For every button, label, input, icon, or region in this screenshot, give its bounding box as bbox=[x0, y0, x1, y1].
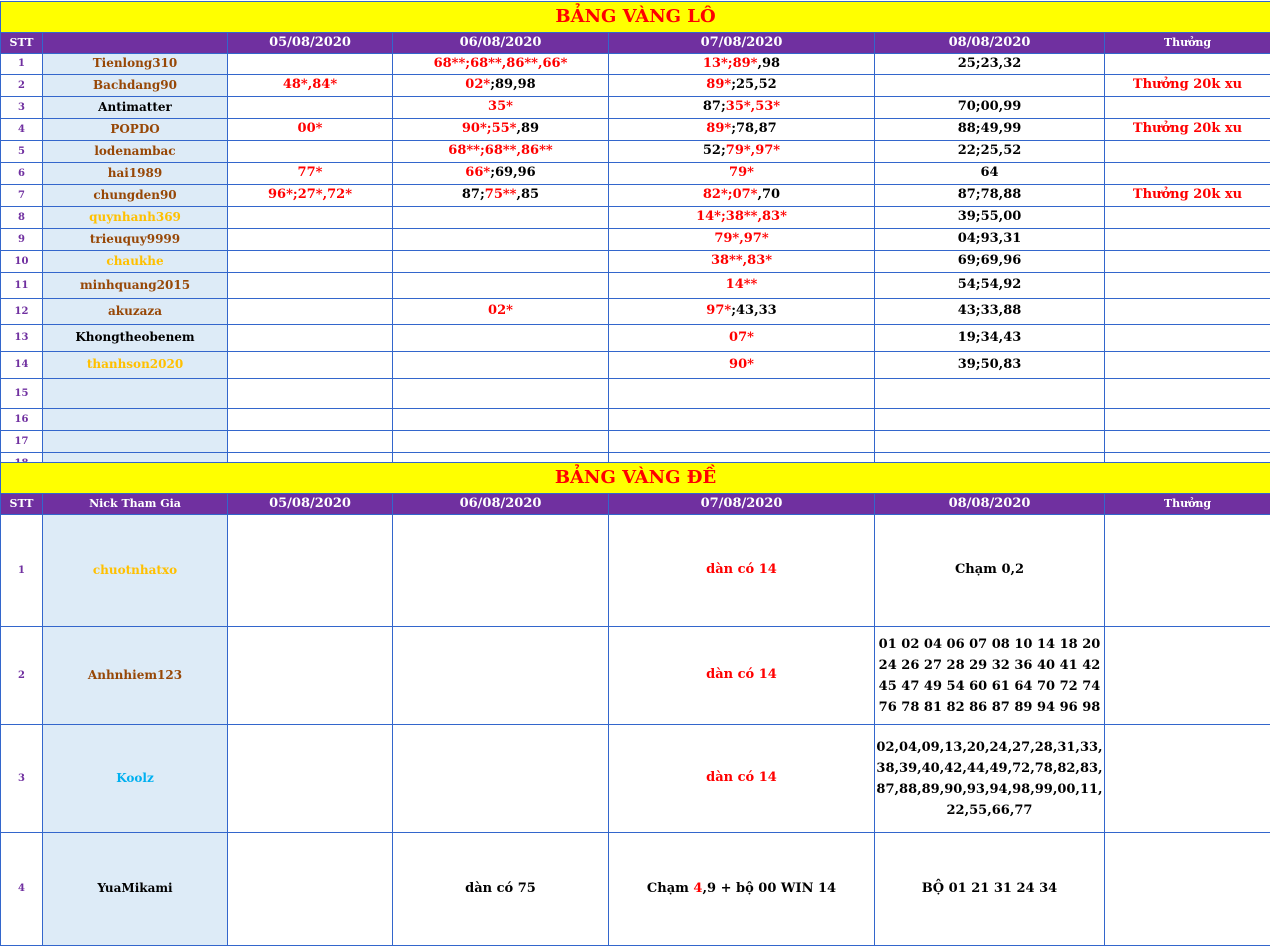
row-cell-day-1 bbox=[228, 207, 393, 229]
row-cell-day-3 bbox=[609, 141, 875, 163]
row-reward bbox=[1105, 725, 1270, 833]
row-cell-day-1 bbox=[228, 833, 393, 946]
cell-text: 07* bbox=[729, 330, 754, 345]
cell-text: 38,39,40,42,44,49,72,78,82,83, bbox=[876, 761, 1102, 776]
lo-row bbox=[1, 379, 1270, 409]
row-reward bbox=[1105, 352, 1270, 379]
row-reward bbox=[1105, 379, 1270, 409]
row-nick: thanhson2020 bbox=[43, 352, 228, 379]
cell-text: 64 bbox=[980, 165, 998, 180]
row-cell-day-2 bbox=[393, 229, 609, 251]
cell-text: 87; bbox=[462, 187, 485, 202]
lo-row bbox=[1, 54, 1270, 75]
cell-text: 75** bbox=[485, 187, 517, 202]
row-reward bbox=[1105, 409, 1270, 431]
row-cell-day-4 bbox=[875, 725, 1105, 833]
row-cell-day-4 bbox=[875, 97, 1105, 119]
row-cell-day-1 bbox=[228, 54, 393, 75]
cell-text: 90* bbox=[729, 357, 754, 372]
row-cell-day-4 bbox=[875, 75, 1105, 97]
row-cell-day-1 bbox=[228, 141, 393, 163]
row-cell-day-3 bbox=[609, 229, 875, 251]
header-date-0508: 05/08/2020 bbox=[228, 494, 393, 515]
cell-text: 25;23,32 bbox=[958, 56, 1022, 71]
cell-text: 88;49,99 bbox=[958, 121, 1022, 136]
row-cell-day-2 bbox=[393, 97, 609, 119]
row-cell-day-3 bbox=[609, 515, 875, 627]
cell-text: BỘ 01 21 31 24 34 bbox=[922, 881, 1057, 896]
row-reward bbox=[1105, 325, 1270, 352]
cell-text: 96*;27*,72* bbox=[268, 187, 352, 202]
cell-text: ;89,98 bbox=[490, 77, 536, 92]
row-stt: 10 bbox=[1, 251, 43, 273]
cell-text: 14** bbox=[726, 277, 758, 292]
row-cell-day-4 bbox=[875, 325, 1105, 352]
lo-row bbox=[1, 325, 1270, 352]
row-cell-day-2 bbox=[393, 515, 609, 627]
cell-text: ,98 bbox=[757, 56, 780, 71]
row-nick: chaukhe bbox=[43, 251, 228, 273]
row-cell-day-3 bbox=[609, 97, 875, 119]
row-cell-day-2 bbox=[393, 163, 609, 185]
row-reward: Thưởng 20k xu bbox=[1105, 119, 1270, 141]
row-reward bbox=[1105, 163, 1270, 185]
de-row bbox=[1, 833, 1270, 946]
lo-row bbox=[1, 352, 1270, 379]
header-date-0508: 05/08/2020 bbox=[228, 33, 393, 54]
row-cell-day-1 bbox=[228, 163, 393, 185]
cell-text: 38**,83* bbox=[711, 253, 772, 268]
row-cell-day-3 bbox=[609, 163, 875, 185]
header-nick bbox=[43, 33, 228, 54]
row-cell-day-4 bbox=[875, 515, 1105, 627]
row-cell-day-1 bbox=[228, 409, 393, 431]
cell-text: 13*;89* bbox=[703, 56, 758, 71]
row-cell-day-1 bbox=[228, 379, 393, 409]
row-reward bbox=[1105, 299, 1270, 325]
cell-text: 45 47 49 54 60 61 64 70 72 74 bbox=[879, 679, 1101, 694]
row-cell-day-3 bbox=[609, 185, 875, 207]
cell-text: 82*;07* bbox=[703, 187, 758, 202]
lo-row bbox=[1, 207, 1270, 229]
header-date-0708: 07/08/2020 bbox=[609, 494, 875, 515]
row-nick: Anhnhiem123 bbox=[43, 627, 228, 725]
de-row bbox=[1, 515, 1270, 627]
cell-text: 22,55,66,77 bbox=[947, 803, 1033, 818]
header-nick: Nick Tham Gia bbox=[43, 494, 228, 515]
header-date-0808: 08/08/2020 bbox=[875, 494, 1105, 515]
row-cell-day-4 bbox=[875, 207, 1105, 229]
row-reward bbox=[1105, 97, 1270, 119]
row-reward: Thưởng 20k xu bbox=[1105, 75, 1270, 97]
row-cell-day-2 bbox=[393, 75, 609, 97]
header-reward: Thưởng bbox=[1105, 494, 1270, 515]
row-cell-day-4 bbox=[875, 119, 1105, 141]
cell-text: 43;33,88 bbox=[958, 303, 1022, 318]
row-stt: 4 bbox=[1, 833, 43, 946]
row-nick: hai1989 bbox=[43, 163, 228, 185]
row-cell-day-1 bbox=[228, 352, 393, 379]
row-cell-day-1 bbox=[228, 515, 393, 627]
header-stt: STT bbox=[1, 33, 43, 54]
lo-row bbox=[1, 229, 1270, 251]
row-stt: 13 bbox=[1, 325, 43, 352]
row-cell-day-4 bbox=[875, 431, 1105, 453]
row-reward bbox=[1105, 627, 1270, 725]
header-date-0708: 07/08/2020 bbox=[609, 33, 875, 54]
de-board-title: BẢNG VÀNG ĐỀ bbox=[1, 463, 1270, 494]
cell-text: 66* bbox=[465, 165, 490, 180]
row-cell-day-4 bbox=[875, 229, 1105, 251]
cell-text: 54;54,92 bbox=[958, 277, 1022, 292]
row-cell-day-4 bbox=[875, 379, 1105, 409]
lo-row bbox=[1, 163, 1270, 185]
row-stt: 2 bbox=[1, 75, 43, 97]
row-cell-day-1 bbox=[228, 119, 393, 141]
row-cell-day-3 bbox=[609, 627, 875, 725]
row-cell-day-1 bbox=[228, 325, 393, 352]
lo-row bbox=[1, 119, 1270, 141]
cell-text: ;25,52 bbox=[731, 77, 777, 92]
cell-text: ;43,33 bbox=[731, 303, 777, 318]
row-reward bbox=[1105, 207, 1270, 229]
cell-text: ,9 + bộ 00 WIN 14 bbox=[702, 881, 836, 896]
row-stt: 16 bbox=[1, 409, 43, 431]
row-nick: akuzaza bbox=[43, 299, 228, 325]
row-cell-day-4 bbox=[875, 409, 1105, 431]
row-cell-day-2 bbox=[393, 431, 609, 453]
cell-text: 02,04,09,13,20,24,27,28,31,33, bbox=[876, 740, 1102, 755]
row-cell-day-1 bbox=[228, 185, 393, 207]
header-reward: Thưởng bbox=[1105, 33, 1270, 54]
row-nick: chungden90 bbox=[43, 185, 228, 207]
cell-text: ,70 bbox=[757, 187, 780, 202]
row-cell-day-3 bbox=[609, 431, 875, 453]
lo-row bbox=[1, 97, 1270, 119]
row-cell-day-3 bbox=[609, 273, 875, 299]
row-cell-day-1 bbox=[228, 229, 393, 251]
row-cell-day-2 bbox=[393, 141, 609, 163]
row-cell-day-1 bbox=[228, 725, 393, 833]
cell-text: 24 26 27 28 29 32 36 40 41 42 bbox=[879, 658, 1101, 673]
row-nick bbox=[43, 431, 228, 453]
cell-text: 01 02 04 06 07 08 10 14 18 20 bbox=[879, 637, 1101, 652]
cell-text: 14*;38**,83* bbox=[696, 209, 787, 224]
row-stt: 2 bbox=[1, 627, 43, 725]
row-cell-day-3 bbox=[609, 119, 875, 141]
row-cell-day-1 bbox=[228, 251, 393, 273]
row-cell-day-3 bbox=[609, 207, 875, 229]
row-cell-day-4 bbox=[875, 163, 1105, 185]
cell-text: 79*,97* bbox=[726, 143, 780, 158]
lo-row bbox=[1, 75, 1270, 97]
cell-text: Chạm 0,2 bbox=[955, 562, 1024, 577]
cell-text: 87; bbox=[703, 99, 726, 114]
cell-text: 02* bbox=[488, 303, 513, 318]
lo-header-row bbox=[1, 33, 1270, 54]
cell-text: 22;25,52 bbox=[958, 143, 1022, 158]
row-reward bbox=[1105, 229, 1270, 251]
row-reward bbox=[1105, 251, 1270, 273]
row-cell-day-2 bbox=[393, 833, 609, 946]
cell-text: 35*,53* bbox=[726, 99, 780, 114]
row-cell-day-2 bbox=[393, 352, 609, 379]
row-stt: 17 bbox=[1, 431, 43, 453]
cell-text: 68**;68**,86**,66* bbox=[434, 56, 568, 71]
row-stt: 5 bbox=[1, 141, 43, 163]
cell-text: 97* bbox=[706, 303, 731, 318]
row-cell-day-4 bbox=[875, 141, 1105, 163]
de-header-row bbox=[1, 494, 1270, 515]
row-cell-day-2 bbox=[393, 409, 609, 431]
cell-text: 89* bbox=[706, 121, 731, 136]
row-cell-day-1 bbox=[228, 431, 393, 453]
row-cell-day-3 bbox=[609, 299, 875, 325]
row-nick: Koolz bbox=[43, 725, 228, 833]
row-cell-day-3 bbox=[609, 54, 875, 75]
row-cell-day-3 bbox=[609, 379, 875, 409]
cell-text: 77* bbox=[298, 165, 323, 180]
row-cell-day-4 bbox=[875, 627, 1105, 725]
row-reward bbox=[1105, 515, 1270, 627]
row-cell-day-1 bbox=[228, 299, 393, 325]
cell-text: 39;50,83 bbox=[958, 357, 1022, 372]
cell-text: dàn có 75 bbox=[465, 881, 536, 896]
row-cell-day-2 bbox=[393, 299, 609, 325]
row-stt: 6 bbox=[1, 163, 43, 185]
lo-row bbox=[1, 273, 1270, 299]
row-cell-day-2 bbox=[393, 207, 609, 229]
de-board-table bbox=[0, 462, 1270, 946]
row-cell-day-2 bbox=[393, 119, 609, 141]
header-date-0808: 08/08/2020 bbox=[875, 33, 1105, 54]
row-nick: Tienlong310 bbox=[43, 54, 228, 75]
header-date-0608: 06/08/2020 bbox=[393, 494, 609, 515]
row-nick: quynhanh369 bbox=[43, 207, 228, 229]
cell-text: 35* bbox=[488, 99, 513, 114]
row-nick: YuaMikami bbox=[43, 833, 228, 946]
row-cell-day-4 bbox=[875, 185, 1105, 207]
row-stt: 15 bbox=[1, 379, 43, 409]
cell-text: 79* bbox=[729, 165, 754, 180]
row-reward bbox=[1105, 141, 1270, 163]
row-nick: Bachdang90 bbox=[43, 75, 228, 97]
cell-text: Chạm bbox=[647, 881, 694, 896]
row-cell-day-3 bbox=[609, 325, 875, 352]
row-cell-day-4 bbox=[875, 299, 1105, 325]
row-stt: 7 bbox=[1, 185, 43, 207]
row-cell-day-1 bbox=[228, 273, 393, 299]
cell-text: ,85 bbox=[516, 187, 539, 202]
row-cell-day-3 bbox=[609, 75, 875, 97]
de-row bbox=[1, 627, 1270, 725]
row-cell-day-3 bbox=[609, 725, 875, 833]
lo-row bbox=[1, 431, 1270, 453]
cell-text: ;78,87 bbox=[731, 121, 777, 136]
row-cell-day-2 bbox=[393, 185, 609, 207]
row-nick: chuotnhatxo bbox=[43, 515, 228, 627]
cell-text: 39;55,00 bbox=[958, 209, 1022, 224]
header-date-0608: 06/08/2020 bbox=[393, 33, 609, 54]
cell-text: ,89 bbox=[516, 121, 539, 136]
row-nick: trieuquy9999 bbox=[43, 229, 228, 251]
cell-text: 00* bbox=[298, 121, 323, 136]
row-stt: 3 bbox=[1, 725, 43, 833]
cell-text: 70;00,99 bbox=[958, 99, 1022, 114]
cell-text: dàn có 14 bbox=[706, 770, 777, 785]
row-stt: 1 bbox=[1, 54, 43, 75]
de-row bbox=[1, 725, 1270, 833]
cell-text: 89* bbox=[706, 77, 731, 92]
row-nick bbox=[43, 409, 228, 431]
lo-row bbox=[1, 141, 1270, 163]
cell-text: dàn có 14 bbox=[706, 562, 777, 577]
row-stt: 12 bbox=[1, 299, 43, 325]
row-reward bbox=[1105, 833, 1270, 946]
cell-text: 76 78 81 82 86 87 89 94 96 98 bbox=[879, 700, 1101, 715]
cell-text: 48*,84* bbox=[283, 77, 337, 92]
row-cell-day-2 bbox=[393, 325, 609, 352]
header-stt: STT bbox=[1, 494, 43, 515]
lo-row bbox=[1, 251, 1270, 273]
row-reward bbox=[1105, 431, 1270, 453]
row-stt: 1 bbox=[1, 515, 43, 627]
lo-board-table bbox=[0, 1, 1270, 475]
row-nick: minhquang2015 bbox=[43, 273, 228, 299]
cell-text: ;69,96 bbox=[490, 165, 536, 180]
lo-row bbox=[1, 185, 1270, 207]
cell-text: 04;93,31 bbox=[958, 231, 1022, 246]
cell-text: 52; bbox=[703, 143, 726, 158]
row-reward bbox=[1105, 54, 1270, 75]
row-reward bbox=[1105, 273, 1270, 299]
row-stt: 8 bbox=[1, 207, 43, 229]
cell-text: 69;69,96 bbox=[958, 253, 1022, 268]
row-stt: 4 bbox=[1, 119, 43, 141]
cell-text: 87,88,89,90,93,94,98,99,00,11, bbox=[876, 782, 1102, 797]
row-cell-day-1 bbox=[228, 75, 393, 97]
row-cell-day-2 bbox=[393, 379, 609, 409]
row-reward: Thưởng 20k xu bbox=[1105, 185, 1270, 207]
row-cell-day-1 bbox=[228, 97, 393, 119]
row-cell-day-4 bbox=[875, 54, 1105, 75]
cell-text: 87;78,88 bbox=[958, 187, 1022, 202]
row-cell-day-2 bbox=[393, 627, 609, 725]
row-nick: Antimatter bbox=[43, 97, 228, 119]
row-cell-day-2 bbox=[393, 54, 609, 75]
row-nick: lodenambac bbox=[43, 141, 228, 163]
row-nick bbox=[43, 379, 228, 409]
row-cell-day-2 bbox=[393, 273, 609, 299]
row-cell-day-3 bbox=[609, 352, 875, 379]
row-cell-day-2 bbox=[393, 251, 609, 273]
row-nick: POPDO bbox=[43, 119, 228, 141]
lo-board-title: BẢNG VÀNG LÔ bbox=[1, 2, 1270, 33]
row-nick: Khongtheobenem bbox=[43, 325, 228, 352]
row-stt: 3 bbox=[1, 97, 43, 119]
row-cell-day-2 bbox=[393, 725, 609, 833]
row-cell-day-3 bbox=[609, 251, 875, 273]
row-cell-day-4 bbox=[875, 833, 1105, 946]
row-cell-day-3 bbox=[609, 409, 875, 431]
row-stt: 11 bbox=[1, 273, 43, 299]
lo-row bbox=[1, 299, 1270, 325]
row-stt: 9 bbox=[1, 229, 43, 251]
cell-text: dàn có 14 bbox=[706, 667, 777, 682]
row-cell-day-3 bbox=[609, 833, 875, 946]
row-stt: 14 bbox=[1, 352, 43, 379]
cell-text: 90*;55* bbox=[462, 121, 517, 136]
cell-text: 79*,97* bbox=[714, 231, 768, 246]
row-cell-day-4 bbox=[875, 251, 1105, 273]
cell-text: 02* bbox=[465, 77, 490, 92]
cell-text: 19;34,43 bbox=[958, 330, 1022, 345]
row-cell-day-1 bbox=[228, 627, 393, 725]
cell-text: 4 bbox=[693, 881, 702, 896]
lo-row bbox=[1, 409, 1270, 431]
row-cell-day-4 bbox=[875, 273, 1105, 299]
cell-text: 68**;68**,86** bbox=[448, 143, 552, 158]
row-cell-day-4 bbox=[875, 352, 1105, 379]
